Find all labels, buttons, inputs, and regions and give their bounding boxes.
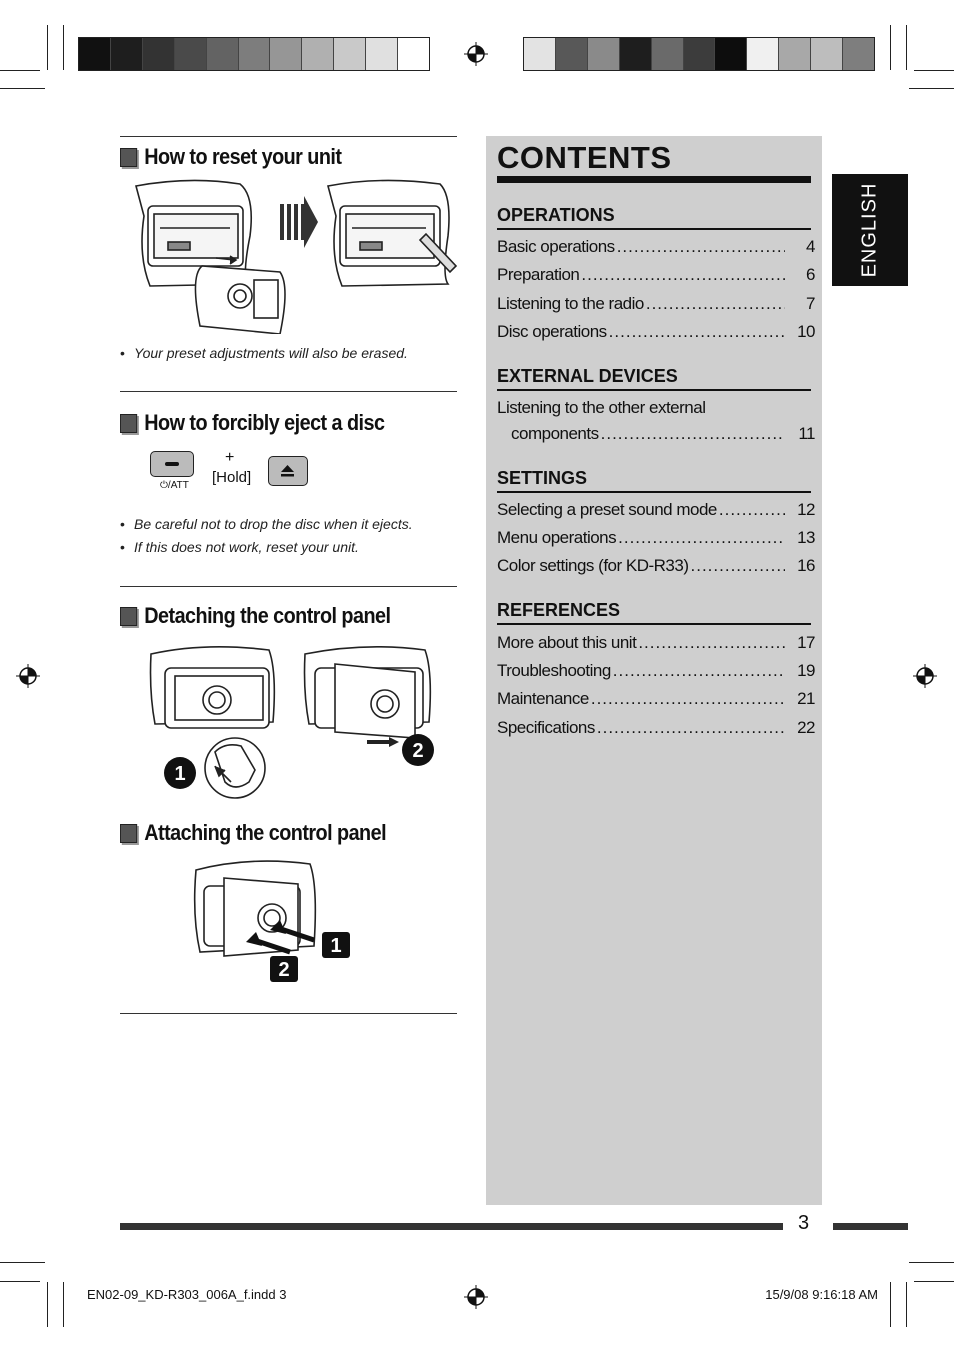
color-swatch	[207, 38, 239, 70]
crop-mark	[906, 25, 907, 70]
toc-heading-external-devices: EXTERNAL DEVICES	[497, 366, 678, 386]
registration-mark-icon	[464, 1285, 488, 1309]
toc-entry[interactable]: Selecting a preset sound mode ..... 12	[497, 499, 815, 521]
section-bullet-icon	[120, 414, 137, 433]
plus-sign: +	[225, 449, 235, 466]
color-swatch	[779, 38, 811, 70]
toc-entry[interactable]: Preparation ..... 6	[497, 264, 815, 286]
color-swatch	[111, 38, 143, 70]
crop-mark	[0, 88, 45, 89]
toc-entry[interactable]: Color settings (for KD-R33) ..... 16	[497, 555, 815, 577]
language-tab	[832, 174, 908, 286]
color-swatch	[143, 38, 175, 70]
color-swatch	[175, 38, 207, 70]
section-divider	[120, 136, 457, 137]
section-bullet-icon	[120, 824, 137, 843]
color-swatch	[334, 38, 366, 70]
color-swatch	[715, 38, 747, 70]
crop-mark	[914, 1281, 954, 1282]
registration-mark-icon	[913, 664, 937, 688]
color-swatch	[524, 38, 556, 70]
attach-section-title: Attaching the control panel	[120, 820, 386, 846]
toc-heading-rule	[497, 228, 811, 230]
crop-mark	[47, 1282, 48, 1327]
color-swatch	[747, 38, 779, 70]
toc-entry[interactable]: components ..... 11	[497, 423, 815, 445]
footer-timestamp: 15/9/08 9:16:18 AM	[765, 1287, 878, 1302]
color-swatch	[652, 38, 684, 70]
footer-rule	[120, 1223, 783, 1230]
color-calibration-strip-right	[523, 37, 875, 71]
crop-mark	[63, 1282, 64, 1327]
reset-illustration	[130, 176, 460, 334]
section-divider	[120, 391, 457, 392]
section-bullet-icon	[120, 607, 137, 626]
reset-note: • Your preset adjustments will also be erased.	[120, 345, 408, 361]
svg-text:1: 1	[174, 763, 186, 785]
toc-heading-rule	[497, 623, 811, 625]
crop-mark	[914, 70, 954, 71]
footer-file-info: EN02-09_KD-R303_006A_f.indd 3	[87, 1287, 287, 1302]
crop-mark	[47, 25, 48, 70]
eject-section-title: How to forcibly eject a disc	[120, 410, 384, 436]
crop-mark	[909, 88, 954, 89]
crop-mark	[0, 1262, 45, 1263]
crop-mark	[909, 1262, 954, 1263]
footer-rule	[833, 1223, 908, 1230]
section-divider	[120, 1013, 457, 1014]
detach-section-title: Detaching the control panel	[120, 603, 390, 629]
hold-label: [Hold]	[212, 469, 252, 486]
crop-mark	[0, 70, 40, 71]
contents-title-bar	[497, 176, 811, 183]
language-tab-label: ENGLISH	[858, 182, 881, 278]
toc-heading-rule	[497, 491, 811, 493]
section-divider	[120, 586, 457, 587]
crop-mark	[890, 1282, 891, 1327]
toc-entry[interactable]: More about this unit ..... 17	[497, 632, 815, 654]
eject-icon	[269, 457, 306, 484]
toc-entry[interactable]: Maintenance ..... 21	[497, 688, 815, 710]
toc-entry[interactable]: Basic operations ..... 4	[497, 236, 815, 258]
color-swatch	[302, 38, 334, 70]
section-bullet-icon	[120, 148, 137, 167]
registration-mark-icon	[464, 42, 488, 66]
crop-mark	[906, 1282, 907, 1327]
color-swatch	[684, 38, 716, 70]
attach-illustration	[190, 856, 360, 986]
color-calibration-strip-left	[78, 37, 430, 71]
color-swatch	[398, 38, 429, 70]
color-swatch	[620, 38, 652, 70]
toc-heading-references: REFERENCES	[497, 600, 621, 620]
power-att-label: ⏻/ATT	[160, 480, 189, 491]
power-att-button	[150, 451, 194, 477]
color-swatch	[556, 38, 588, 70]
toc-heading-rule	[497, 389, 811, 391]
color-swatch	[270, 38, 302, 70]
color-swatch	[843, 38, 874, 70]
toc-entry[interactable]: Specifications ..... 22	[497, 717, 815, 739]
minus-icon	[165, 462, 179, 466]
crop-mark	[63, 25, 64, 70]
eject-note: • If this does not work, reset your unit.	[120, 539, 359, 555]
eject-button	[268, 456, 308, 486]
color-swatch	[588, 38, 620, 70]
toc-entry[interactable]: Menu operations ..... 13	[497, 527, 815, 549]
page-number: 3	[798, 1212, 810, 1234]
contents-title: CONTENTS	[497, 140, 672, 175]
toc-entry[interactable]: Listening to the radio ..... 7	[497, 293, 815, 315]
svg-text:2: 2	[278, 959, 290, 981]
eject-note: • Be careful not to drop the disc when it ejects.	[120, 516, 413, 532]
toc-entry-line1[interactable]: Listening to the other external	[497, 398, 706, 417]
crop-mark	[890, 25, 891, 70]
svg-text:2: 2	[412, 740, 424, 762]
crop-mark	[0, 1281, 40, 1282]
color-swatch	[239, 38, 271, 70]
toc-heading-operations: OPERATIONS	[497, 205, 615, 225]
color-swatch	[366, 38, 398, 70]
reset-section-title: How to reset your unit	[120, 144, 341, 170]
toc-entry[interactable]: Troubleshooting ..... 19	[497, 660, 815, 682]
toc-entry[interactable]: Disc operations ..... 10	[497, 321, 815, 343]
color-swatch	[811, 38, 843, 70]
registration-mark-icon	[16, 664, 40, 688]
detach-illustration	[145, 642, 440, 802]
toc-heading-settings: SETTINGS	[497, 468, 588, 488]
color-swatch	[79, 38, 111, 70]
svg-text:1: 1	[330, 935, 342, 957]
